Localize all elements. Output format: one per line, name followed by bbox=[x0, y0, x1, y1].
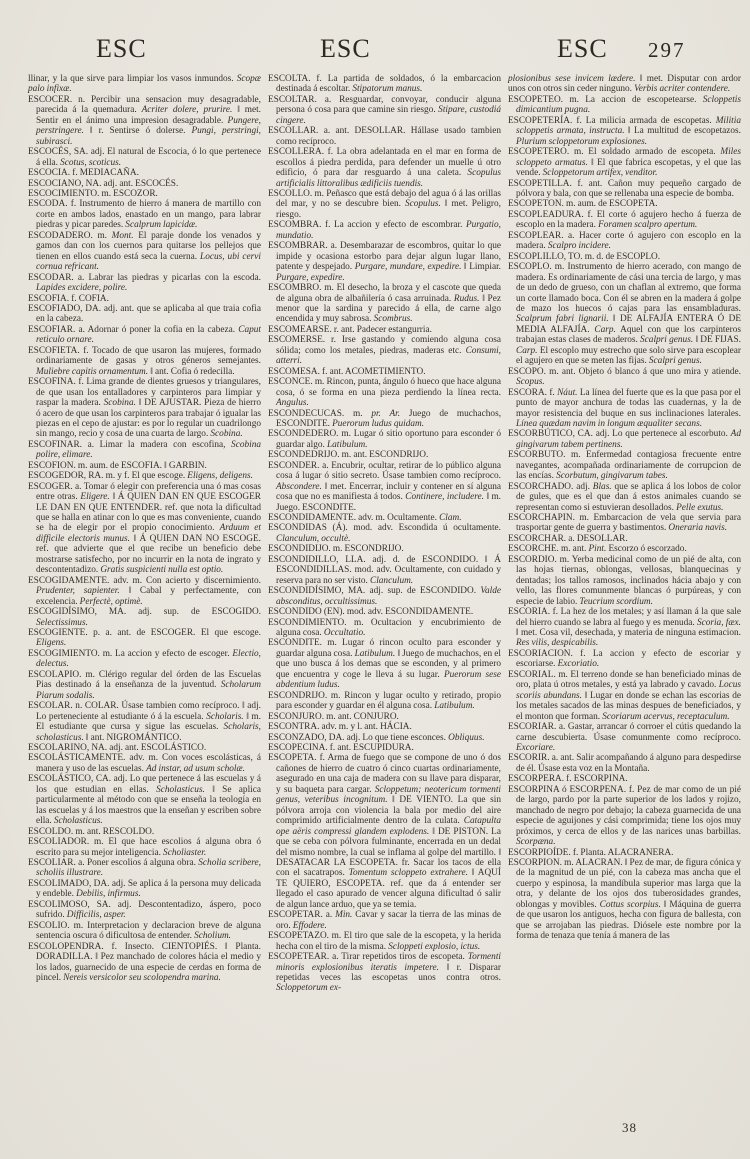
dictionary-entry: ESCONCE. m. Rincon, punta, ángulo ó hueco que hace alguna cosa, ó se forma en una pieza perdiendo la línea recta. Angulus. bbox=[268, 377, 501, 409]
dictionary-entry: ESCOCÉS, SA. adj. El natural de Escocia, ó lo que pertenece á ella. Scotus, scoticus. bbox=[28, 147, 261, 168]
dictionary-entry: ESCOLAR. n. COLAR. Úsase tambien como recíproco. ‖ adj. Lo perteneciente al estudiante ó á la escuela. Scholaris. ‖ m. El estudiante que cursa y sigue las escuelas. Scholaris, scholasticus. ‖ ant. NIGROMÁNTICO. bbox=[28, 701, 261, 743]
dictionary-entry: ESCOMEARSE. r. ant. Padecer estangurria. bbox=[268, 324, 432, 335]
dictionary-entry: ESCOPECINA. f. ant. ESCUPIDURA. bbox=[268, 743, 414, 753]
dictionary-entry: ESCOCIA. f. MEDIACAÑA. bbox=[28, 168, 139, 179]
dictionary-entry: ESCOFIAR. a. Adornar ó poner la cofia en la cabeza. Caput reticulo ornare. bbox=[28, 324, 261, 346]
dictionary-entry: ESCONDER. a. Encubrir, ocultar, retirar de lo público alguna cosa á lugar ó sitio secreto. Úsase tambien como recíproco. Abscondere. ‖ met. Encerrar, incluir y contener en sí alguna cosa que no es manifiesta á todos. Continere, includere. ‖ m. Juego. ESCONDITE. bbox=[268, 460, 502, 513]
dictionary-entry: ESCORIA. f. La hez de los metales; y así llaman á la que sale del hierro cuando se labra al fuego y es menuda. Scoria, fæx. ‖ met. Cosa vil, desechada, y materia de ninguna estimacion. Res vilis, despicabilis. bbox=[508, 607, 741, 649]
dictionary-entry: plosionibus sese invicem lædere. ‖ met. Disputar con ardor unos con otros sin ceder ninguno. Verbis acriter contendere. bbox=[508, 74, 741, 95]
dictionary-entry: ESCODADERO. m. Mont. El paraje donde los venados y gamos dan con los cuernos para quitarse los pellejos que tienen en ellos cuando está seca la cuerna. Locus, ubi cervi cornua refricant. bbox=[28, 230, 261, 273]
dictionary-entry: ESCORDIO. m. Yerba medicinal como de un pié de alta, con las hojas tiernas, oblongas, vellosas, blanquecinas y dentadas; los tallos ramosos, inclinados hácia abajo y con vello, las flores comunmente blancas ó purpúreas, y con especie de labio. Teucrium scordium. bbox=[508, 554, 741, 607]
dictionary-entry: ESCORPIOÍDE. f. Planta. ALACRANERA. bbox=[508, 847, 674, 858]
dictionary-entry: ESCORA. f. Náut. La línea del fuerte que es la que pasa por el punto de mayor anchura de todas las cuadernas, y la de mayor resistencia del buque en sus inclinaciones laterales. Línea quædam navim in longum æqualiter secans. bbox=[508, 387, 741, 429]
dictionary-entry: ESCOPLEAR. a. Hacer corte ó agujero con escoplo en la madera. Scalpro incidere. bbox=[508, 230, 741, 252]
dictionary-entry: ESCONDECUCAS. m. pr. Ar. Juego de muchachos, ESCONDITE. Puerorum ludus quidam. bbox=[268, 408, 502, 429]
dictionary-entry: ESCOLIAR. a. Poner escolios á alguna obra. Scholia scribere, scholiis illustrare. bbox=[28, 857, 261, 879]
dictionary-entry: ESCONDIDAMENTE. adv. m. Ocultamente. Clam. bbox=[268, 513, 462, 524]
dictionary-entry: ESCOLTAR. a. Resguardar, convoyar, conducir alguna persona ó cosa para que camine sin riesgo. Stipare, custodiá cingere. bbox=[268, 94, 502, 126]
dictionary-entry: ESCODA. f. Instrumento de hierro á manera de martillo con corte en ambos lados, enastado en un mango, para labrar piedras y picar paredes. Scalprum lapicidæ. bbox=[28, 199, 261, 231]
signature-mark: 38 bbox=[622, 1120, 637, 1135]
dictionary-entry: ESCOMESA. f. ant. ACOMETIMIENTO. bbox=[268, 366, 426, 377]
dictionary-entry: ESCOCIANO, NA. adj. ant. ESCOCÉS. bbox=[28, 178, 179, 189]
dictionary-entry: ESCOLIO. m. Interpretacion y declaracion breve de alguna sentencia oscura ó dificultosa de entender. Scholium. bbox=[28, 920, 261, 942]
dictionary-entry: ESCOLLO. m. Peñasco que está debajo del agua ó á las orillas del mar, y no se descubre bien. Scopulus. ‖ met. Peligro, riesgo. bbox=[268, 188, 501, 220]
dictionary-entry: ESCONJURO. m. ant. CONJURO. bbox=[268, 711, 399, 722]
dictionary-entry: ESCOFIA. f. COFIA. bbox=[28, 293, 109, 304]
dictionary-entry: ESCOMERSE. r. Irse gastando y comiendo alguna cosa sólida; como los metales, piedras, maderas etc. Consumi, atterri. bbox=[268, 335, 501, 367]
dictionary-entry: ESCOPO. m. ant. Objeto ó blanco á que uno mira y atiende. Scopus. bbox=[508, 366, 741, 388]
dictionary-entry: ESCONDITE. m. Lugar ó rincon oculto para esconder y guardar alguna cosa. Latibulum. ‖ Juego de muchachos, en el que uno busca á los demas que se esconden, y al primero que encuentra y coge le lleva á su lugar. Puerorum sese abdentium ludus. bbox=[268, 638, 502, 691]
dictionary-entry: ESCORPERA. f. ESCORPINA. bbox=[508, 774, 628, 785]
dictionary-entry: ESCOPETEO. m. La accion de escopetearse. Scloppetis dimicantium pugna. bbox=[508, 94, 741, 116]
dictionary-entry: ESCOCIMIENTO. m. ESCOZOR. bbox=[28, 188, 158, 199]
dictionary-entry: ESCORIAR. a. Gastar, arrancar ó corroer el cútis quedando la carne descubierta. Úsase comunmente como recíproco. Excoriare. bbox=[508, 722, 741, 753]
dictionary-entry: ESCOGER. a. Tomar ó elegir con preferencia una ó mas cosas entre otras. Eligere. ‖ Á QUIEN DAN EN QUE ESCOGER LE DAN EN QUE ENTENDER. ref. que nota la dificultad que se halla en atinar con lo que es mas conveniente, cuando se ha de elegir por el propio conocimiento. Arduum et difficile electoris munus. ‖ Á QUIEN DAN NO ESCOGE. ref. que advierte que el que recibe un beneficio debe mostrarse satisfecho, por no incurrir en la nota de ingrato y descontentadizo. Gratis suspicienti nulla est optio. bbox=[28, 481, 261, 576]
running-title-col1: ESC bbox=[96, 34, 147, 63]
dictionary-entry: ESCOPETON. m. aum. de ESCOPETA. bbox=[508, 199, 658, 210]
dictionary-entry: ESCORIAL. m. El terreno donde se han beneficiado minas de oro, plata ú otros metales, y está ya labrado y cavado. Locus scoriis abundans. ‖ Lugar en donde se echan las escorias de los metales sacados de las minas despues de beneficiados, y el monton que forman. Scoriarum acervus, receptaculum. bbox=[508, 669, 742, 722]
dictionary-entry: ESCOPETEAR. a. Tirar repetidos tiros de escopeta. Tormenti minoris explosionibus iteratis impetere. ‖ r. Disparar repetidas veces las escopetas unos contra otros. Scloppetorum ex- bbox=[268, 952, 501, 994]
dictionary-entry: ESCONDIDÍSIMO, MA. adj. sup. de ESCONDIDO. Valde absconditus, occultissimus. bbox=[268, 586, 501, 607]
dictionary-entry: ESCORBÚTICO, CA. adj. Lo que pertenece al escorbuto. Ad gingivarum tabem pertinens. bbox=[508, 429, 741, 450]
dictionary-entry: ESCOPLEADURA. f. El corte ó agujero hecho á fuerza de escoplo en la madera. Foramen scalpro apertum. bbox=[508, 209, 741, 231]
text-column-1 bbox=[28, 74, 261, 983]
text-column-2 bbox=[268, 74, 501, 994]
dictionary-entry: ESCONDIMIENTO. m. Ocultacion y encubrimiento de alguna cosa. Occultatio. bbox=[268, 617, 501, 639]
dictionary-entry: ESCONDIDIJO. m. ESCONDRIJO. bbox=[268, 544, 404, 555]
dictionary-entry: ESCONTRA. adv. m. y l. ant. HÁCIA. bbox=[268, 722, 412, 733]
dictionary-entry: ESCOPETAZO. m. El tiro que sale de la escopeta, y la herida hecha con el tiro de la misma. Scloppeti explosio, ictus. bbox=[268, 931, 501, 952]
dictionary-entry: ESCOMBRO. m. El desecho, la broza y el cascote que queda de alguna obra de albañilería ó casa arruinada. Rudus. ‖ Pez menor que la sardina y parecido á ella, de carne algo encendida y muy sabrosa. Scombrus. bbox=[268, 283, 501, 325]
dictionary-entry: ESCORCHAR. a. DESOLLAR. bbox=[508, 533, 628, 544]
dictionary-entry: ESCORPINA ó ESCORPENA. f. Pez de mar como de un pié de largo, pardo por la parte superior de los lados y rojizo, manchado de negro por debajo; la cabeza guarnecida de una especie de aguijones y cási comprimida; tiene los ojos muy próximos, y cerca de ellos y de las narices unas barbillas. Scorpæna. bbox=[508, 784, 741, 848]
dictionary-entry: ESCOFINAR. a. Limar la madera con escofina, Scobina polire, elimare. bbox=[28, 439, 261, 461]
text-column-3 bbox=[508, 74, 741, 942]
dictionary-entry: ESCOGIDÍSIMO, MA. adj. sup. de ESCOGIDO. Selectissimus. bbox=[28, 607, 261, 628]
dictionary-entry: ESCOLIADOR. m. El que hace escolios á alguna obra ó escrito para su mejor inteligencia. Scholiaster. bbox=[28, 837, 261, 858]
running-title-col3: ESC bbox=[557, 34, 608, 63]
dictionary-entry: ESCOFIADO, DA. adj. ant. que se aplicaba al que traia cofia en la cabeza. bbox=[28, 303, 261, 325]
dictionary-entry: ESCORCHADO. adj. Blas. que se aplica á los lobos de color de gules, que es el que dan á estos animales cuando se representan como si estuvieran desollados. Pelle exutus. bbox=[508, 481, 741, 513]
dictionary-entry: ESCOLÁSTICO, CA. adj. Lo que pertenece á las escuelas y á los que estudian en ellas. Scholasticus. ‖ Se aplica particularmente al método con que se enseña la teología en las escuelas y á los maestros que la enseñan y escriben sobre ella. Scholasticus. bbox=[28, 774, 261, 827]
dictionary-entry: ESCOPETERÍA. f. La milicia armada de escopetas. Militia scloppetis armata, instructa. ‖ La multitud de escopetazos. Plurium scloppetorum explosiones. bbox=[508, 115, 741, 147]
dictionary-entry: ESCOMBRA. f. La accion y efecto de escombrar. Purgatio, mundatio. bbox=[268, 220, 501, 241]
dictionary-entry: ESCONDRIJO. m. Rincon y lugar oculto y retirado, propio para esconder y guardar en él alguna cosa. Latibulum. bbox=[268, 690, 501, 712]
dictionary-entry: ESCOLAPIO. m. Clérigo regular del órden de las Escuelas Pias destinado á la enseñanza de la juventud. Scholarum Piarum sodalis. bbox=[28, 669, 261, 701]
dictionary-entry: ESCOLTA. f. La partida de soldados, ó la embarcacion destinada á escoltar. Stipatorum manus. bbox=[268, 74, 501, 95]
dictionary-entry: ESCOLLERA. f. La obra adelantada en el mar en forma de escollos á piedra perdida, para defender un muelle ú otro edificio, ó para dar resguardo á una caleta. Scopulus artificialis littoralibus ædificiis tuendis. bbox=[268, 147, 501, 189]
dictionary-entry: ESCOGIENTE. p. a. ant. de ESCOGER. El que escoge. Eligens. bbox=[28, 628, 261, 649]
dictionary-entry: ESCONDIDAS (Á). mod. adv. Escondida ú ocultamente. Clanculum, occultè. bbox=[268, 523, 501, 544]
dictionary-entry: ESCOLARINO, NA. adj. ant. ESCOLÁSTICO. bbox=[28, 743, 207, 753]
dictionary-entry: ESCOLIMADO, DA. adj. Se aplica á la persona muy delicada y endeble. Debilis, infirmus. bbox=[28, 878, 261, 900]
dictionary-entry: ESCOFIETA. f. Tocado de que usaron las mujeres, formado ordinariamente de gasas y otros géneros semejantes. Muliebre capitis ornamentum. ‖ ant. Cofia ó redecilla. bbox=[28, 345, 261, 377]
dictionary-entry: ESCORCHAPIN. m. Embarcacion de vela que servia para trasportar gente de guerra y bastimentos. Oneraria navis. bbox=[508, 513, 741, 534]
dictionary-entry: ESCONDIDILLO, LLA. adj. d. de ESCONDIDO. ‖ Á ESCONDIDILLAS. mod. adv. Ocultamente, con cuidado y reserva para no ser visto. Clanculum. bbox=[268, 554, 501, 586]
dictionary-entry: ESCOGIMIENTO. m. La accion y efecto de escoger. Electio, delectus. bbox=[28, 648, 261, 670]
page-number: 297 bbox=[648, 38, 686, 62]
dictionary-entry: ESCORIACION. f. La accion y efecto de escoriar y escoriarse. Excoriatio. bbox=[508, 648, 741, 670]
dictionary-entry: ESCONDIDO (EN). mod. adv. ESCONDIDAMENTE. bbox=[268, 607, 474, 618]
dictionary-entry: ESCOPLO. m. Instrumento de hierro acerado, con mango de madera. Es ordinariamente de cási una tercia de largo, y mas de un dedo de grueso, con un chaflan al extremo, que forma un corte llamado boca. Con él se abren en la madera á golpe de mazo los huecos ó cajas para las ensambladuras. Scalprum fabri lignarii. ‖ DE ALFAJÍA ENTERA Ó DE MEDIA ALFAJÍA. Carp. Aquel con que los carpinteros trabajan estas clases de maderos. Scalpri genus. ‖ DE FIJAS. Carp. El escoplo muy estrecho que solo sirve para escoplear el agujero en que se meten las fijas. Scalpri genus. bbox=[508, 262, 742, 367]
page-header bbox=[0, 34, 750, 66]
dictionary-entry: ESCOLOPENDRA. f. Insecto. CIENTOPIÉS. ‖ Planta. DORADILLA. ‖ Pez manchado de colores hácia el medio y los lados, guarnecido de una especie de cerdas en forma de pincel. Nereis versicolor seu scolopendra marina. bbox=[28, 941, 261, 983]
dictionary-entry: ESCOPETERO. m. El soldado armado de escopeta. Miles scloppeto armatus. ‖ El que fabrica escopetas, y el que las vende. Scloppetorum artifex, venditor. bbox=[508, 147, 741, 179]
dictionary-entry: ESCONZADO, DA. adj. Lo que tiene esconces. Obliquus. bbox=[268, 732, 485, 743]
dictionary-entry: ESCONDEDRIJO. m. ant. ESCONDRIJO. bbox=[268, 450, 429, 461]
dictionary-entry: llinar, y la que sirve para limpiar los vasos inmundos. Scopæ palo infixæ. bbox=[28, 74, 261, 95]
dictionary-entry: ESCOLIMOSO, SA. adj. Descontentadizo, áspero, poco sufrido. Difficilis, asper. bbox=[28, 899, 261, 921]
dictionary-entry: ESCOLLAR. a. ant. DESOLLAR. Hállase usado tambien como recíproco. bbox=[268, 126, 501, 147]
dictionary-entry: ESCODAR. a. Labrar las piedras y picarlas con la escoda. Lapides excidere, polire. bbox=[28, 272, 261, 294]
dictionary-entry: ESCOFINA. f. Lima grande de dientes gruesos y triangulares, de que usan los entalladores y carpinteros para limpiar y raspar la madera. Scobina. ‖ DE AJUSTAR. Pieza de hierro ó acero de que usan los carpinteros para trabajar ó igualar las piezas en el cepo de ajustar: es por lo regular un cuadrilongo sin mango, recio y cosa de una cuarta de largo. Scobina. bbox=[28, 377, 261, 440]
dictionary-entry: ESCOPETILLA. f. ant. Cañon muy pequeño cargado de pólvora y bala, con que se rellenaba una especie de bomba. bbox=[508, 178, 741, 199]
dictionary-entry: ESCOGIDAMENTE. adv. m. Con acierto y discernimiento. Prudenter, sapienter. ‖ Cabal y perfectamente, con excelencia. Perfectè, optimè. bbox=[28, 575, 261, 607]
dictionary-entry: ESCOPETA. f. Arma de fuego que se compone de uno ó dos cañones de hierro de cuatro ó cinco cuartas ordinariamente, asegurado en una caja de madera con su llave para disparar, y su baqueta para cargar. Scloppetum; neotericum tormenti genus, veteribus incognitum. ‖ DE VIENTO. La que sin pólvora arroja con violencia la bala por medio del aire comprimido artificialmente dentro de la culata. Catapulta ope aëris compressi glandem explodens. ‖ DE PISTON. La que se ceba con pólvora fulminante, encerrada en un dedal del mismo nombre, la cual se inflama al golpe del martillo. ‖ DESATACAR LA ESCOPETA. fr. Sacar los tacos de ella con el sacatrapos. Tomentum scloppeto extrahere. ‖ AQUÍ TE QUIERO, ESCOPETA. ref. que da á entender ser llegado el caso apurado de vencer alguna dificultad ó salir de algun lance arduo, que ya se temia. bbox=[268, 753, 501, 910]
dictionary-entry: ESCOLDO. m. ant. RESCOLDO. bbox=[28, 826, 155, 837]
dictionary-entry: ESCOGEDOR, RA. m. y f. El que escoge. Eligens, deligens. bbox=[28, 471, 253, 482]
dictionary-entry: ESCORBUTO. m. Enfermedad contagiosa frecuente entre navegantes, acompañada ordinariamente de corrupcion de las encías. Scorbutum, gingivarum tabes. bbox=[508, 450, 741, 482]
dictionary-entry: ESCOPLILLO, TO. m. d. de ESCOPLO. bbox=[508, 251, 661, 262]
dictionary-entry: ESCOCER. n. Percibir una sensacion muy desagradable, parecida á la quemadura. Acriter dolere, prurire. ‖ met. Sentir en el ánimo una impresion desagradable. Pungere, perstringere. ‖ r. Sentirse ó dolerse. Pungi, perstringi, subirasci. bbox=[28, 94, 261, 147]
dictionary-entry: ESCOFION. m. aum. de ESCOFIA. ‖ GARBIN. bbox=[28, 460, 207, 471]
running-title-col2: ESC bbox=[320, 34, 371, 63]
dictionary-entry: ESCONDEDERO. m. Lugar ó sitio oportuno para esconder ó guardar algo. Latibulum. bbox=[268, 429, 501, 450]
dictionary-entry: ESCOMBRAR. a. Desembarazar de escombros, quitar lo que impide y ocasiona estorbo para dejar algun lugar llano, patente y despejado. Purgare, mundare, expedire. ‖ Limpiar. Purgare, expedire. bbox=[268, 241, 501, 283]
dictionary-entry: ESCORCHE. m. ant. Pint. Escorzo ó escorzado. bbox=[508, 544, 687, 555]
dictionary-entry: ESCORIR. a. ant. Salir acompañando á alguno para despedirse de él. Úsase esta voz en la Montaña. bbox=[508, 753, 741, 774]
dictionary-entry: ESCOPETAR. a. Min. Cavar y sacar la tierra de las minas de oro. Effodere. bbox=[268, 910, 501, 931]
dictionary-entry: ESCORPION. m. ALACRAN. ‖ Pez de mar, de figura cónica y de la magnitud de un pié, con la cabeza mas ancha que el cuerpo y espinosa, la mandíbula superior mas larga que la otra, y delante de los ojos dos tuberosidades grandes, oblongas y movibles. Cottus scorpius. ‖ Máquina de guerra de que usaron los antiguos, hecha con figura de ballesta, con que se arrojaban las piedras. Diósele este nombre por la forma de tenaza que tenía á manera de las bbox=[508, 857, 741, 942]
dictionary-entry: ESCOLÁSTICAMENTE. adv. m. Con voces escolásticas, á manera y uso de las escuelas. Ad instar, ad usum scholæ. bbox=[28, 753, 261, 774]
